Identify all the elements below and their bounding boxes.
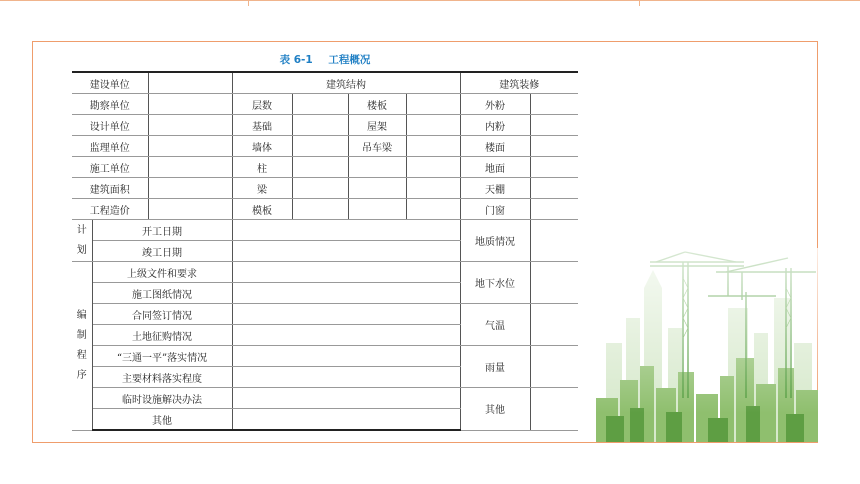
value-cell <box>530 388 578 431</box>
decoration-label: 外粉 <box>460 94 530 115</box>
decoration-label: 内粉 <box>460 115 530 136</box>
program-label-char: 编 <box>76 309 87 321</box>
value-cell <box>232 388 460 409</box>
program-item: 施工图纸情况 <box>92 283 232 304</box>
value-cell <box>232 220 460 241</box>
value-cell <box>406 94 460 115</box>
top-tick <box>248 0 249 6</box>
decoration-label: 门窗 <box>460 199 530 220</box>
value-cell <box>232 283 460 304</box>
program-item: 土地征购情况 <box>92 325 232 346</box>
value-cell <box>530 157 578 178</box>
side-label: 气温 <box>460 304 530 346</box>
table-row <box>72 178 578 199</box>
value-cell <box>406 178 460 199</box>
value-cell <box>148 115 232 136</box>
value-cell <box>148 72 232 94</box>
value-cell <box>406 199 460 220</box>
value-cell <box>232 262 460 283</box>
value-cell <box>530 220 578 262</box>
plan-label-char: 计 <box>76 224 87 236</box>
value-cell <box>148 94 232 115</box>
structure-label: 墙体 <box>232 136 292 157</box>
side-label: 地下水位 <box>460 262 530 304</box>
value-cell <box>148 136 232 157</box>
header-decoration: 建筑装修 <box>460 72 578 94</box>
value-cell <box>406 115 460 136</box>
value-cell <box>292 157 348 178</box>
table-row <box>72 136 578 157</box>
decoration-label: 楼面 <box>460 136 530 157</box>
table-row <box>72 304 578 325</box>
value-cell <box>530 178 578 199</box>
program-item: 合同签订情况 <box>92 304 232 325</box>
value-cell <box>530 136 578 157</box>
top-rule <box>0 0 860 1</box>
value-cell <box>148 178 232 199</box>
plan-item: 竣工日期 <box>92 241 232 262</box>
value-cell <box>232 346 460 367</box>
decoration-label: 地面 <box>460 157 530 178</box>
value-cell <box>406 157 460 178</box>
value-cell <box>292 178 348 199</box>
value-cell <box>148 199 232 220</box>
unit-label: 监理单位 <box>72 136 148 157</box>
side-label: 地质情况 <box>460 220 530 262</box>
program-group-label <box>72 262 92 431</box>
table-row <box>72 262 578 283</box>
structure-label: 柱 <box>232 157 292 178</box>
program-item: 主要材料落实程度 <box>92 367 232 388</box>
city-construction-cranes-illustration <box>596 248 818 442</box>
value-cell <box>530 115 578 136</box>
plan-item: 开工日期 <box>92 220 232 241</box>
table-number: 表 6-1 <box>279 54 313 66</box>
program-label-char: 制 <box>76 329 87 341</box>
plan-group-label <box>72 220 92 262</box>
structure-label: 梁 <box>232 178 292 199</box>
program-item: “三通一平”落实情况 <box>92 346 232 367</box>
decoration-label: 天棚 <box>460 178 530 199</box>
table-row <box>72 220 578 241</box>
value-cell <box>530 199 578 220</box>
value-cell <box>232 409 460 431</box>
table-row <box>72 157 578 178</box>
table-row <box>72 115 578 136</box>
unit-label: 建筑面积 <box>72 178 148 199</box>
value-cell <box>348 199 406 220</box>
program-item: 上级文件和要求 <box>92 262 232 283</box>
side-label: 雨量 <box>460 346 530 388</box>
value-cell <box>530 304 578 346</box>
value-cell <box>292 199 348 220</box>
plan-label-char: 划 <box>76 244 87 256</box>
value-cell <box>232 304 460 325</box>
structure-label: 楼板 <box>348 94 406 115</box>
value-cell <box>292 94 348 115</box>
value-cell <box>148 157 232 178</box>
value-cell <box>292 136 348 157</box>
value-cell <box>348 178 406 199</box>
program-label-char: 序 <box>76 369 87 381</box>
program-label-char: 程 <box>76 349 87 361</box>
table-row <box>72 199 578 220</box>
program-item: 其他 <box>92 409 232 431</box>
table-title <box>72 52 578 67</box>
value-cell <box>292 115 348 136</box>
unit-label: 设计单位 <box>72 115 148 136</box>
value-cell <box>530 346 578 388</box>
table-row <box>72 72 578 94</box>
structure-label: 模板 <box>232 199 292 220</box>
table-row <box>72 94 578 115</box>
value-cell <box>530 262 578 304</box>
table-row <box>72 346 578 367</box>
value-cell <box>232 367 460 388</box>
structure-label: 层数 <box>232 94 292 115</box>
value-cell <box>530 94 578 115</box>
top-tick <box>639 0 640 6</box>
structure-label: 基础 <box>232 115 292 136</box>
project-overview-table <box>72 71 578 431</box>
header-build-unit: 建设单位 <box>72 72 148 94</box>
structure-label: 屋架 <box>348 115 406 136</box>
unit-label: 工程造价 <box>72 199 148 220</box>
value-cell <box>232 325 460 346</box>
value-cell <box>406 136 460 157</box>
side-label: 其他 <box>460 388 530 431</box>
program-item: 临时设施解决办法 <box>92 388 232 409</box>
table-row <box>72 388 578 409</box>
table-caption: 工程概况 <box>328 54 371 66</box>
value-cell <box>348 157 406 178</box>
header-structure: 建筑结构 <box>232 72 460 94</box>
structure-label: 吊车梁 <box>348 136 406 157</box>
value-cell <box>232 241 460 262</box>
unit-label: 施工单位 <box>72 157 148 178</box>
unit-label: 勘察单位 <box>72 94 148 115</box>
